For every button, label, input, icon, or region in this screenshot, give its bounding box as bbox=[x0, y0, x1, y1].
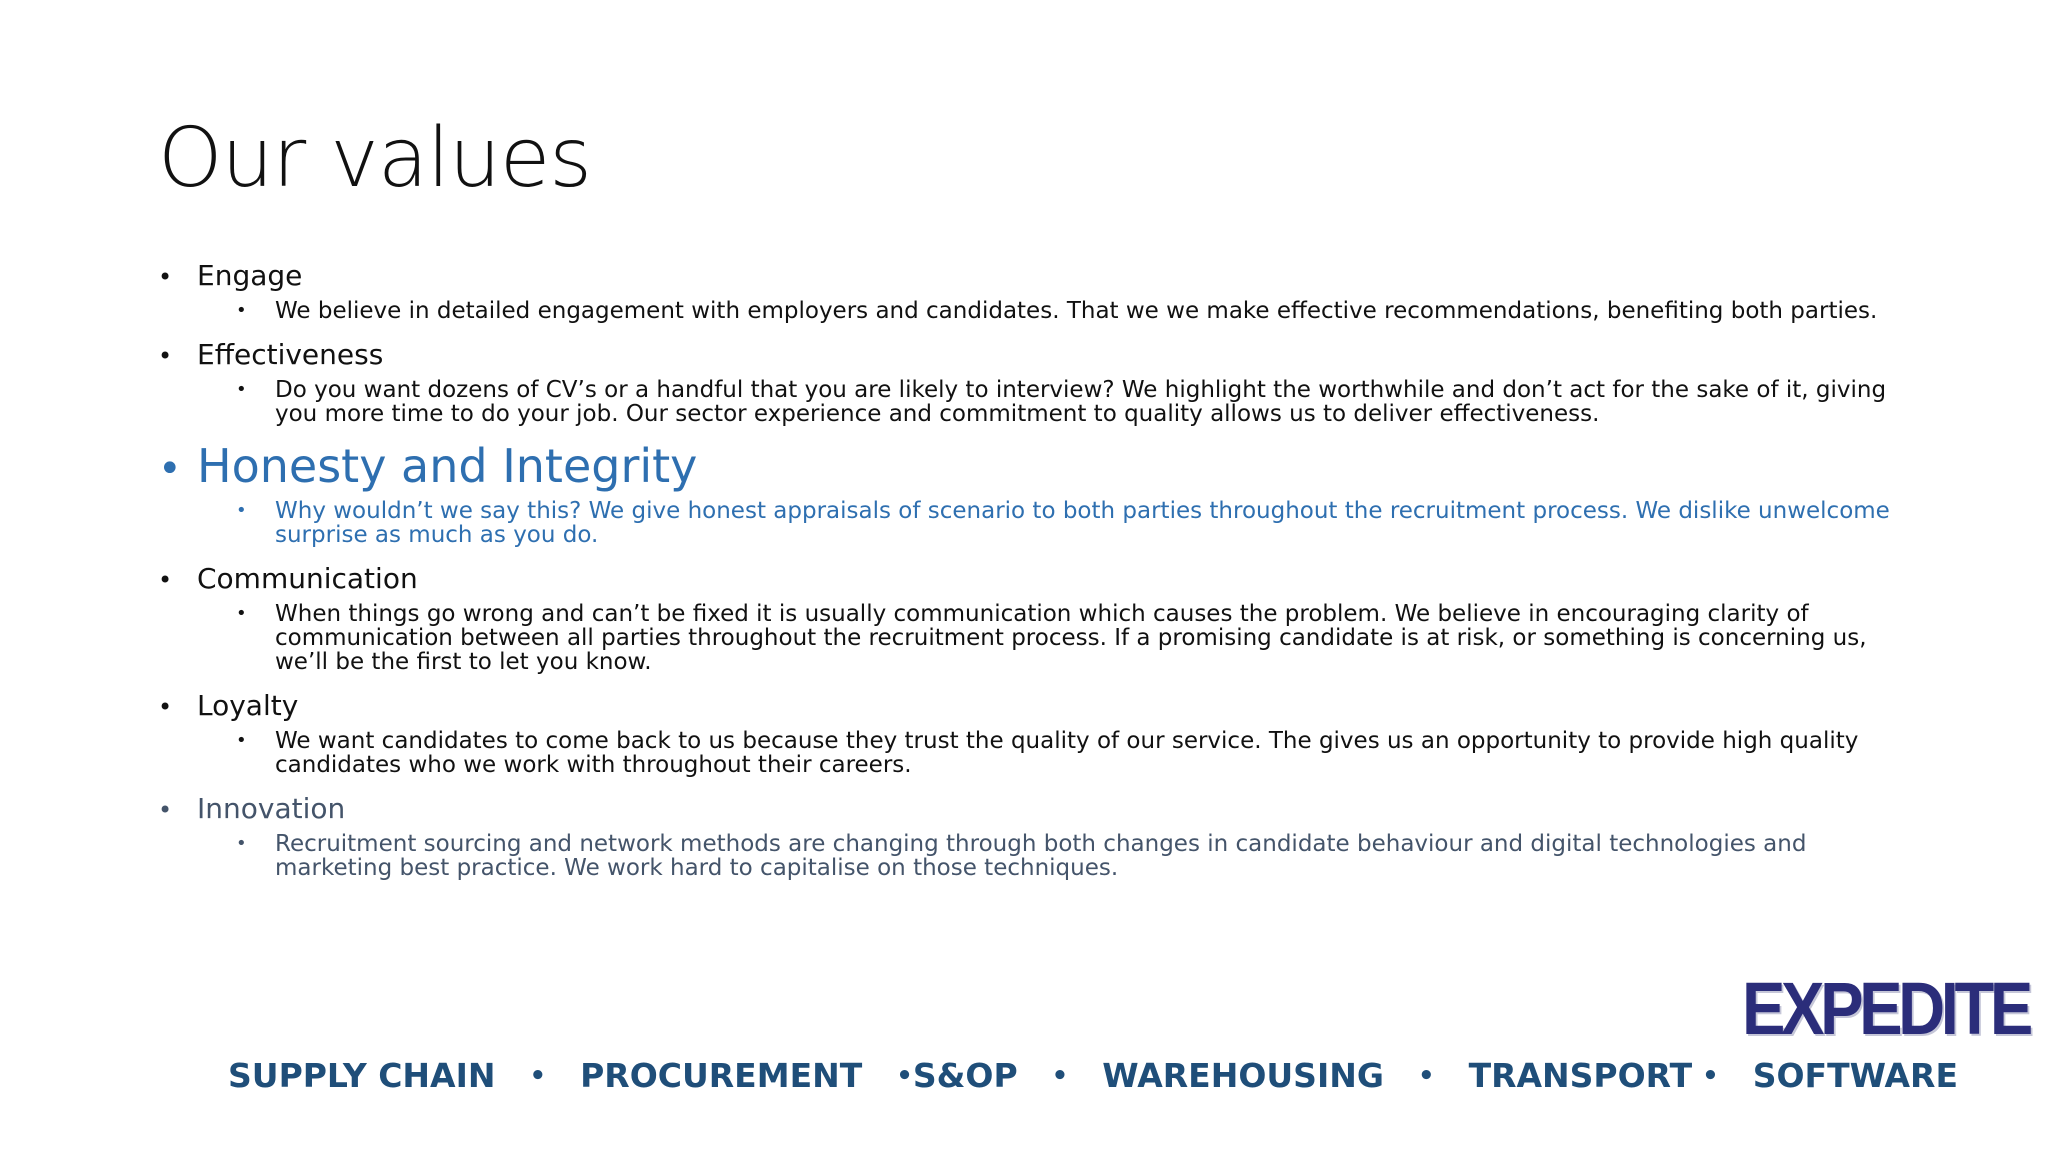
bullet-separator-icon: • bbox=[529, 1060, 547, 1091]
bullet-icon: • bbox=[236, 379, 247, 400]
value-description: Do you want dozens of CV’s or a handful that you are likely to interview? We highlight the worthwhile and don’t act for the sake of it, giving you more time to do your job. Our sector experience and commitment to quality allows us to deliver effectiveness. bbox=[275, 377, 1887, 427]
bullet-icon: • bbox=[236, 300, 247, 321]
page-title: Our values bbox=[158, 111, 591, 206]
value-heading: Engage bbox=[197, 259, 303, 292]
bullet-icon: • bbox=[158, 446, 182, 492]
value-description: When things go wrong and can’t be fixed it is usually communication which causes the problem. We believe in encouraging clarity of communication between all parties throughout the recruitment process. If a promising candidate is at risk, or something is concerning us, we’ll be the first to let you know. bbox=[275, 601, 1867, 675]
value-description: Why wouldn’t we say this? We give honest appraisals of scenario to both parties throughout the recruitment process. We dislike unwelcome surprise as much as you do. bbox=[275, 498, 1890, 548]
bullet-separator-icon: • bbox=[1417, 1060, 1435, 1091]
value-heading: Communication bbox=[197, 562, 418, 595]
service-label: PROCUREMENT bbox=[580, 1056, 863, 1095]
bullet-icon: • bbox=[236, 833, 247, 854]
bullet-icon: • bbox=[158, 693, 173, 721]
value-heading: Honesty and Integrity bbox=[197, 439, 698, 493]
value-heading: Loyalty bbox=[197, 689, 299, 722]
value-description: Recruitment sourcing and network methods are changing through both changes in candidate behaviour and digital technologies and marketing best practice. We work hard to capitalise on those techniques. bbox=[275, 831, 1807, 881]
service-label: TRANSPORT bbox=[1468, 1056, 1693, 1095]
bullet-icon: • bbox=[236, 730, 247, 751]
bullet-icon: • bbox=[158, 566, 173, 594]
bullet-icon: • bbox=[236, 500, 247, 521]
value-communication bbox=[158, 561, 1918, 674]
service-label: SOFTWARE bbox=[1752, 1056, 1959, 1095]
bullet-icon: • bbox=[158, 796, 173, 824]
value-description: We want candidates to come back to us because they trust the quality of our service. The gives us an opportunity to provide high quality candidates who we work with throughout their careers. bbox=[275, 728, 1859, 778]
value-effectiveness bbox=[158, 337, 1918, 426]
bullet-separator-icon: • bbox=[896, 1060, 913, 1091]
bullet-icon: • bbox=[158, 342, 173, 370]
value-innovation bbox=[158, 791, 1918, 880]
service-label: SUPPLY CHAIN bbox=[228, 1056, 496, 1095]
bullet-separator-icon: • bbox=[1702, 1060, 1719, 1091]
value-description: We believe in detailed engagement with employers and candidates. That we we make effective recommendations, benefiting both parties. bbox=[275, 298, 1878, 324]
service-label: S&OP bbox=[912, 1056, 1018, 1095]
expedite-logo: EXPEDITE bbox=[1742, 967, 2029, 1050]
service-label: WAREHOUSING bbox=[1102, 1056, 1384, 1095]
value-heading: Innovation bbox=[197, 792, 346, 825]
bullet-icon: • bbox=[236, 603, 247, 624]
value-honesty-and-integrity bbox=[158, 440, 1918, 547]
value-heading: Effectiveness bbox=[197, 338, 384, 371]
value-engage bbox=[158, 258, 1918, 323]
value-loyalty bbox=[158, 688, 1918, 777]
bullet-icon: • bbox=[158, 263, 173, 291]
bullet-separator-icon: • bbox=[1051, 1060, 1069, 1091]
values-list bbox=[158, 258, 1918, 880]
services-footer bbox=[228, 1056, 1958, 1095]
